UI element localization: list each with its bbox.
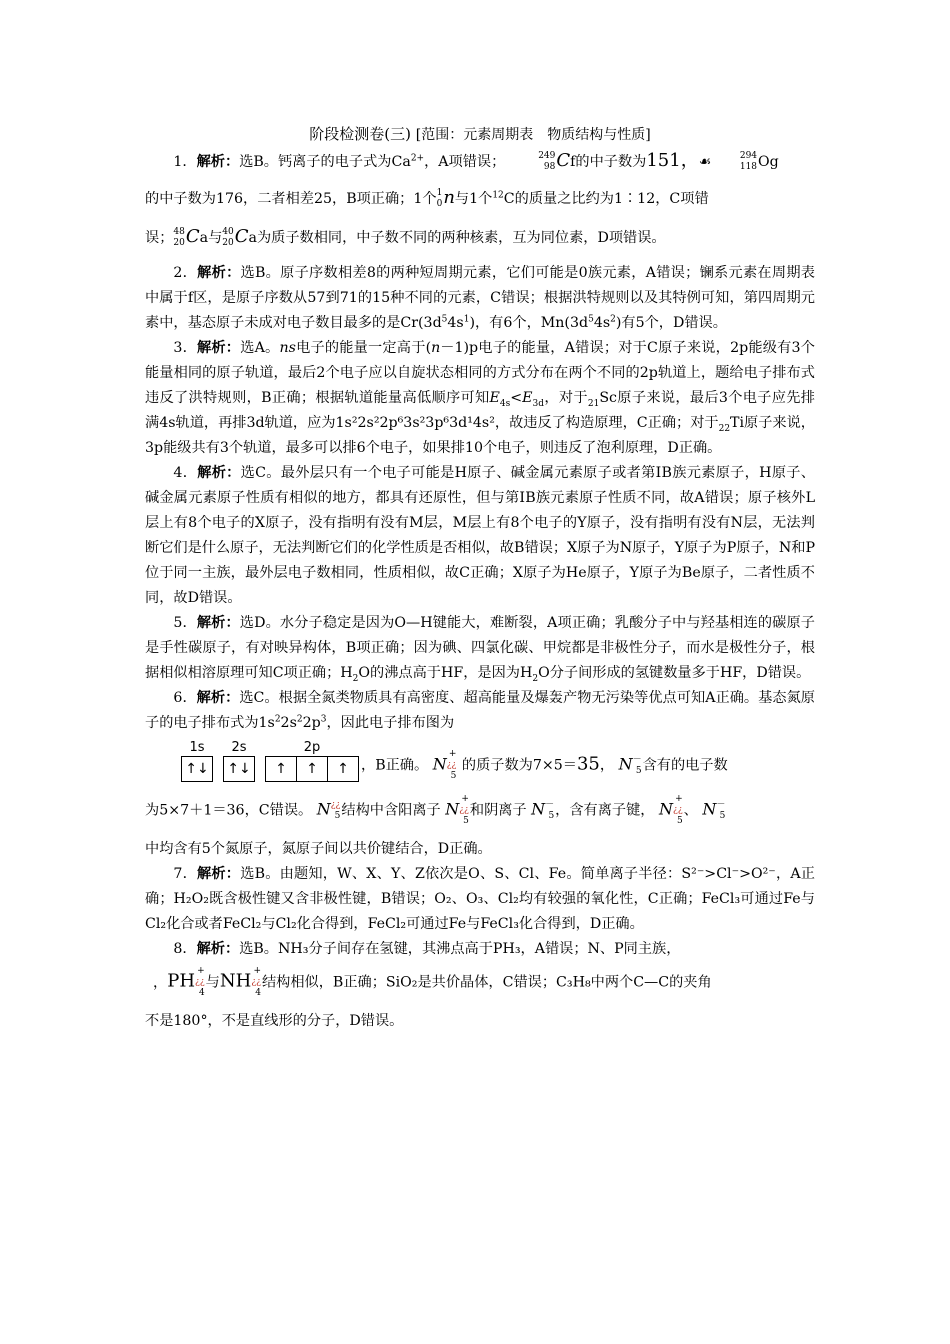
answer-6-cont1: ，B正确。 N + ¿¿ 5 的质子数为7×5＝35， N － 5 含有的电子数 [361,749,728,781]
orbital-box: ↑↓ [227,761,251,777]
answer-1: 1．解析：选B。钙离子的电子式为$Ca^{2+}$，A项错误； 249 98 Cf的中子数为151，☙ 294 118 Og [173,150,779,172]
answer-1-line3: 误； 48 20 Ca与 40 20 Ca为质子数相同，中子数不同的两种核素，互为同位素，D项错误。 [145,226,666,248]
answer-4: 4．解析：选C。最外层只有一个电子可能是H原子、碱金属元素原子或者第ⅠB族元素原子，H原子、碱金属元素原子性质有相似的地方，都具有还原性，但与第ⅠB族元素原子性质不同，故A错误；原子核外L层上有8个电子的X原子，没有指明有没有M层，M层上有8个电子的Y原子，没有指明有没有N层，无法判断它们是什么原子，无法判断它们的化学性质是否相似，故B错误；X原子为N原子，Y原子为P原子，N和P位于同一主族，最外层电子数相同，性质相似，故C正确；X原子为He原子，Y原子为Be原子，二者性质不同，故D错误。 [145,465,815,606]
orbital-1s: 1s ↑↓ [181,740,213,782]
orbital-box: ↑ [266,757,297,781]
answer-8-line3: 不是180°，不是直线形的分子，D错误。 [145,1013,404,1029]
answer-7: 7．解析：选B。由题知，W、X、Y、Z依次是O、S、Cl、Fe。简单离子半径：S²⁻>Cl⁻>O²⁻，A正确；H₂O₂既含极性键又含非极性键，B错误；O₂、O₃、Cl₂均有较强的氧化性，C正确；FeCl₃可通过Fe与Cl₂化合或者FeCl₂与Cl₂化合得到，FeCl₂可通过Fe与FeCl₃化合得到，D正确。 [145,866,815,932]
orbital-box: ↑↓ [185,761,209,777]
answer-6: 6．解析：选C。根据全氮类物质具有高密度、超高能量及爆轰产物无污染等优点可知A正确。基态氮原子的电子排布式为$1s^22s^22p^3$，因此电子排布图为 [145,690,815,731]
answer-3: 3．解析：选A。ns电子的能量一定高于(n－1)p电子的能量，A错误；对于C原子来说，2p能级有3个能量相同的原子轨道，最后2个电子应以自旋状态相同的方式分布在两个不同的2p轨道上，题给电子排布式违反了洪特规则，B正确；根据轨道能量高低顺序可知$E_{4s}<E_{3d}$，对于$_{21}$Sc原子来说，最后3个电子应先排满4s轨道，再排3d轨道，应为1s²2s²2p⁶3s²3p⁶3d¹4s²，故违反了构造原理，C正确；对于$_{22}$Ti原子来说，3p能级共有3个轨道，最多可以排6个电子，如果排10个电子，则违反了泡利原理，D正确。 [145,340,815,456]
answer-8-line2: ，PH + ¿¿ 4 与NH + ¿¿ 4 结构相似，B正确；SiO₂是共价晶体，C错误；C₃H₈中两个C—C的夹角 [153,966,712,998]
orbital-diagram-row [181,740,815,782]
page-title [145,123,815,146]
answer-5: 5．解析：选D。水分子稳定是因为O—H键能大，难断裂，A项正确；乳酸分子中与羟基相连的碳原子是手性碳原子，有对映异构体，B项正确；因为碘、四氯化碳、甲烷都是非极性分子，而水是极性分子，根据相似相溶原理可知C项正确；$H_2O$的沸点高于HF，是因为$H_2O$分子间形成的氢键数量多于HF，D错误。 [145,615,815,684]
answer-2: 2．解析：选B。原子序数相差8的两种短周期元素，它们可能是0族元素，A错误；镧系元素在周期表中属于f区，是原子序数从57到71的15种不同的元素，C错误；根据洪特规则以及其特例可知，第四周期元素中，基态原子未成对电子数目最多的是$Cr(3d^54s^1)$，有6个，$Mn(3d^54s^2)$有5个，D错误。 [145,265,815,331]
answer-8: 8．解析：选B。NH₃分子间存在氢键，其沸点高于PH₃，A错误；N、P同主族， [173,941,681,957]
og-symbol-icon: ☙ [698,154,712,170]
orbital-2s: 2s ↑↓ [223,740,255,782]
orbital-2p: 2p ↑ ↑ ↑ [265,740,359,782]
orbital-box: ↑ [297,757,328,781]
title-range: [范围：元素周期表 物质结构与性质] [415,127,651,143]
answer-6-cont2: 为5×7＋1＝36，C错误。 N ¿¿ 5 结构中含阳离子 N + ¿¿ 5 和阴离子 N － 5 ，含有离子键， N + ¿¿ 5 、 N － 5 [145,794,726,826]
orbital-box: ↑ [337,761,349,777]
title-main: 阶段检测卷(三) [309,125,411,143]
answer-6-cont3: 中均含有5个氮原子，氮原子间以共价键结合，D正确。 [145,841,492,857]
answer-1-line2: 的中子数为176，二者相差25，B项正确；1个 1 0 n与1个$^{12}$C的质量之比约为1∶12，C项错 [145,187,709,209]
document-page [145,123,815,1034]
